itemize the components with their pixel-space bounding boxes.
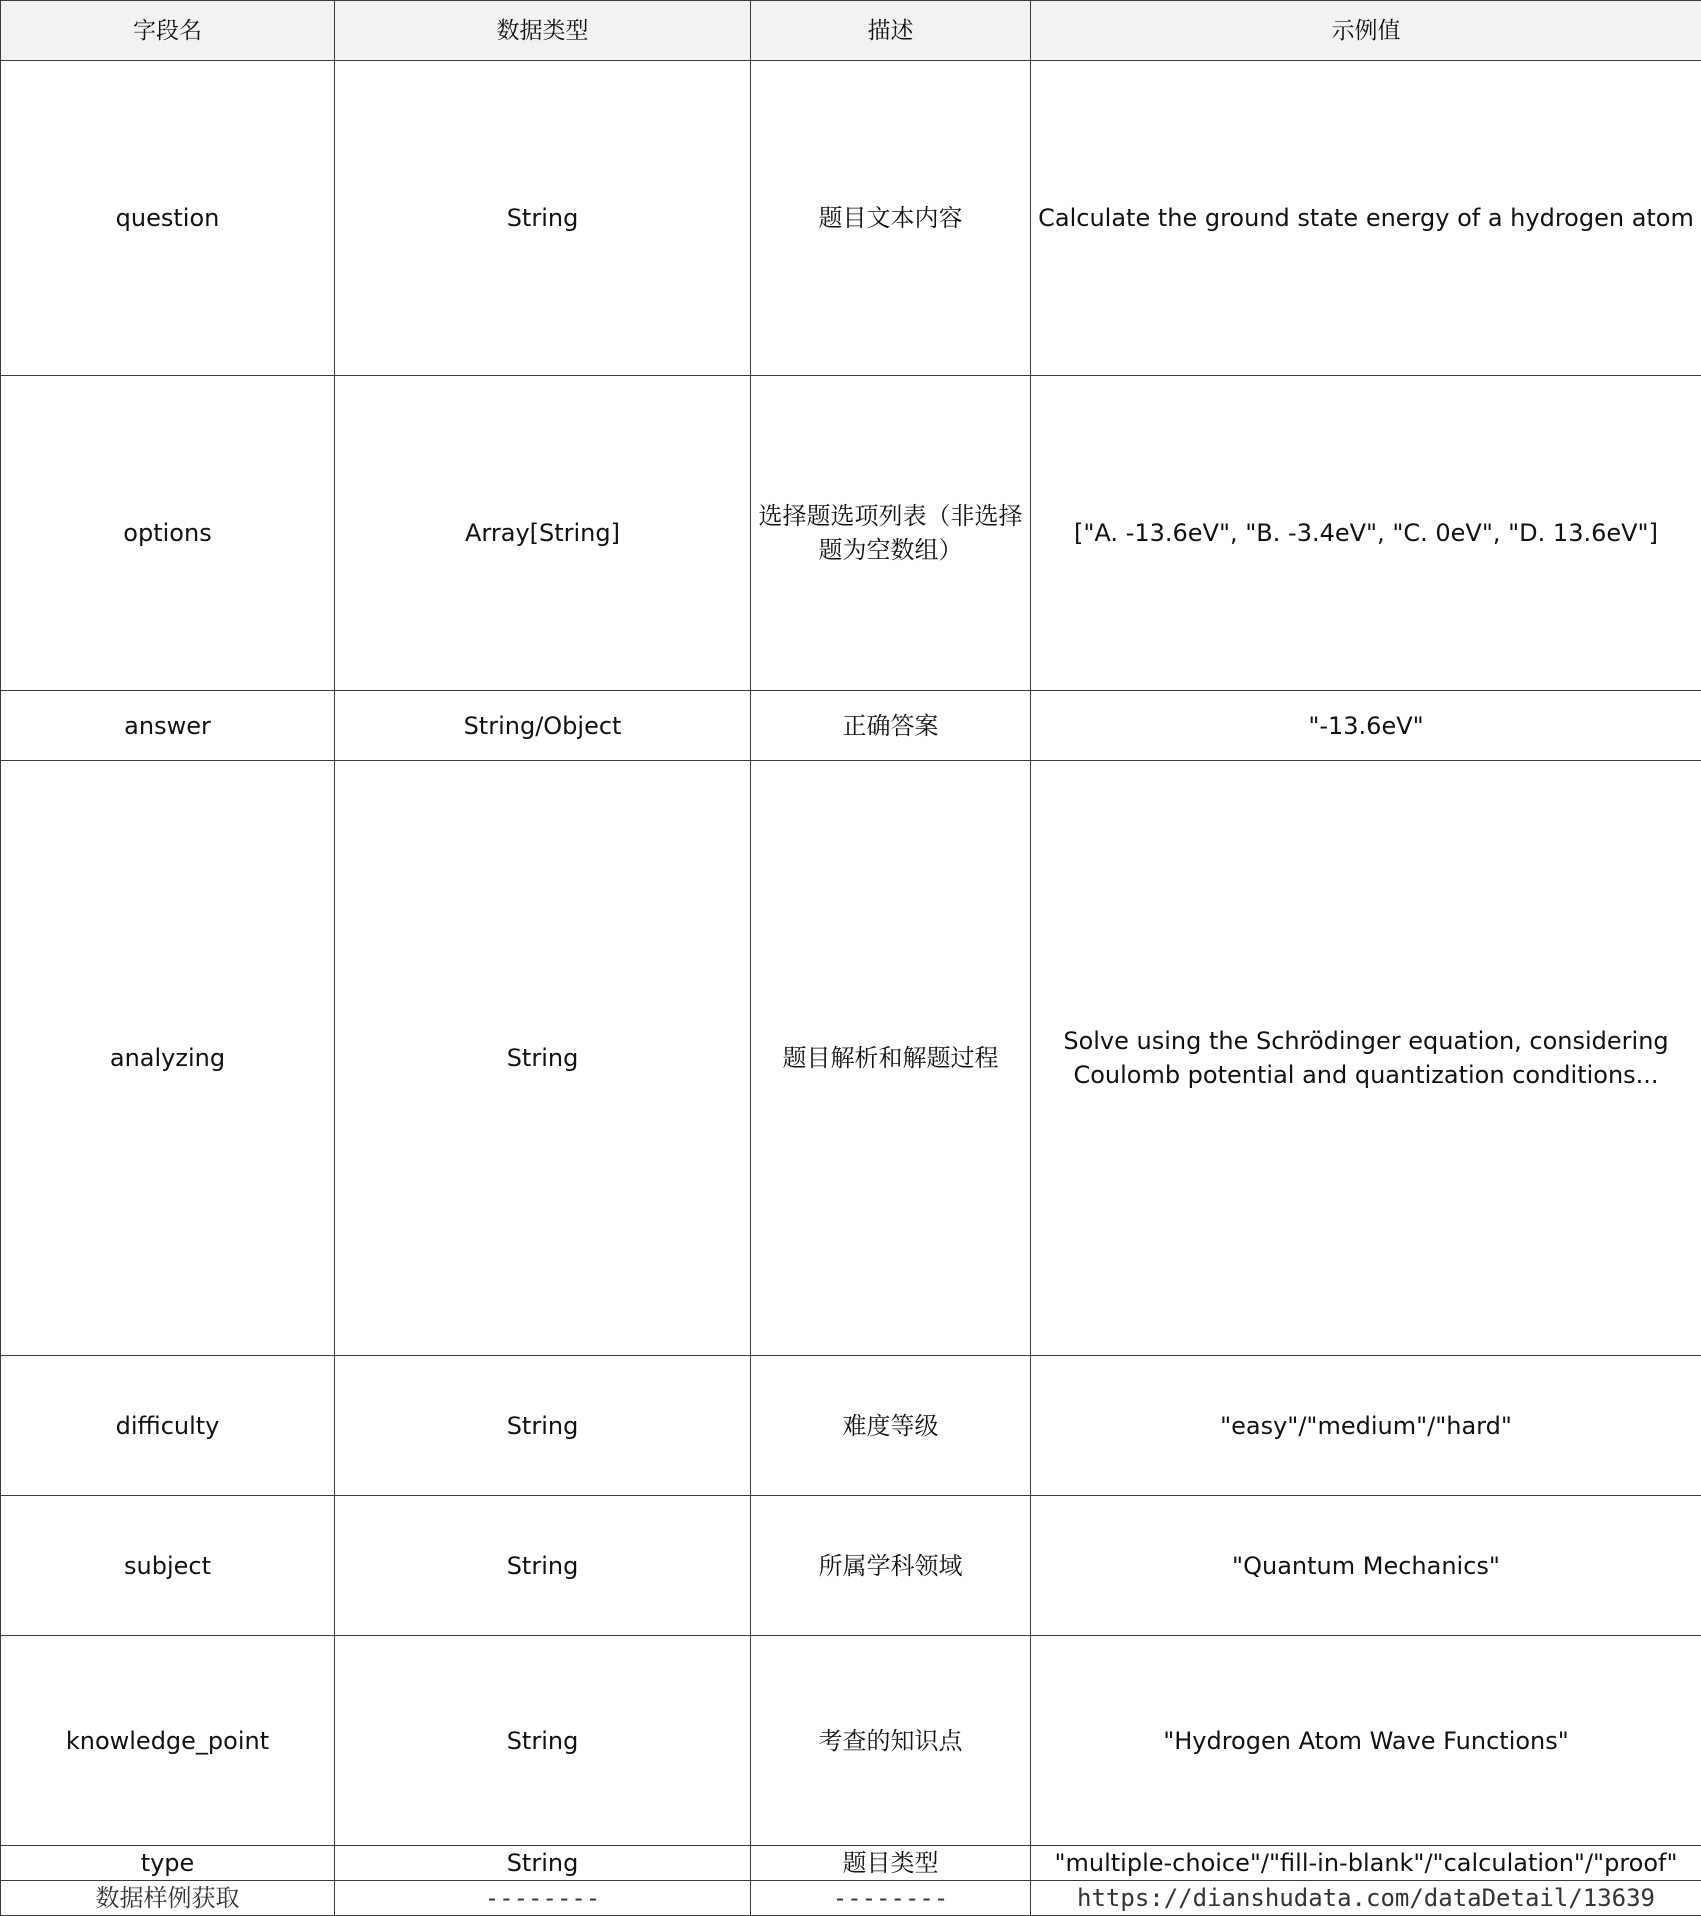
column-header-example: 示例值: [1031, 1, 1701, 61]
cell-description: 难度等级: [751, 1356, 1031, 1496]
cell-type: Array[String]: [335, 376, 751, 691]
cell-type: String: [335, 1636, 751, 1846]
cell-example: Calculate the ground state energy of a hydrogen atom: [1031, 61, 1701, 376]
table-row: [1, 1356, 1701, 1496]
cell-description: 题目类型: [751, 1846, 1031, 1881]
cell-type: String: [335, 1496, 751, 1636]
cell-field: knowledge_point: [1, 1636, 335, 1846]
cell-description: 考查的知识点: [751, 1636, 1031, 1846]
cell-example: "Hydrogen Atom Wave Functions": [1031, 1636, 1701, 1846]
cell-type: String: [335, 761, 751, 1356]
cell-field: type: [1, 1846, 335, 1881]
footer-row: [1, 1881, 1701, 1916]
footer-label: 数据样例获取: [1, 1881, 335, 1916]
cell-field: options: [1, 376, 335, 691]
table-row: [1, 1846, 1701, 1881]
header-row: [1, 1, 1701, 61]
cell-field: difficulty: [1, 1356, 335, 1496]
table-row: [1, 1496, 1701, 1636]
cell-description: 选择题选项列表（非选择题为空数组）: [751, 376, 1031, 691]
cell-example: "-13.6eV": [1031, 691, 1701, 761]
table-row: [1, 691, 1701, 761]
footer-type-placeholder: --------: [335, 1881, 751, 1916]
cell-example: "easy"/"medium"/"hard": [1031, 1356, 1701, 1496]
footer-url-link[interactable]: https://dianshudata.com/dataDetail/13639: [1031, 1881, 1701, 1916]
column-header-field-name: 字段名: [1, 1, 335, 61]
cell-example: Solve using the Schrödinger equation, considering Coulomb potential and quantization conditions...: [1031, 761, 1701, 1356]
cell-field: subject: [1, 1496, 335, 1636]
cell-field: answer: [1, 691, 335, 761]
cell-type: String: [335, 1846, 751, 1881]
table-row: [1, 61, 1701, 376]
cell-description: 题目文本内容: [751, 61, 1031, 376]
cell-example: "multiple-choice"/"fill-in-blank"/"calculation"/"proof": [1031, 1846, 1701, 1881]
cell-field: question: [1, 61, 335, 376]
cell-type: String: [335, 1356, 751, 1496]
cell-description: 所属学科领域: [751, 1496, 1031, 1636]
column-header-data-type: 数据类型: [335, 1, 751, 61]
table-row: [1, 1636, 1701, 1846]
cell-example: "Quantum Mechanics": [1031, 1496, 1701, 1636]
cell-field: analyzing: [1, 761, 335, 1356]
footer-description-placeholder: --------: [751, 1881, 1031, 1916]
cell-type: String: [335, 61, 751, 376]
column-header-description: 描述: [751, 1, 1031, 61]
cell-description: 题目解析和解题过程: [751, 761, 1031, 1356]
cell-example: ["A. -13.6eV", "B. -3.4eV", "C. 0eV", "D. 13.6eV"]: [1031, 376, 1701, 691]
cell-description: 正确答案: [751, 691, 1031, 761]
table-row: [1, 376, 1701, 691]
table-row: [1, 761, 1701, 1356]
cell-type: String/Object: [335, 691, 751, 761]
